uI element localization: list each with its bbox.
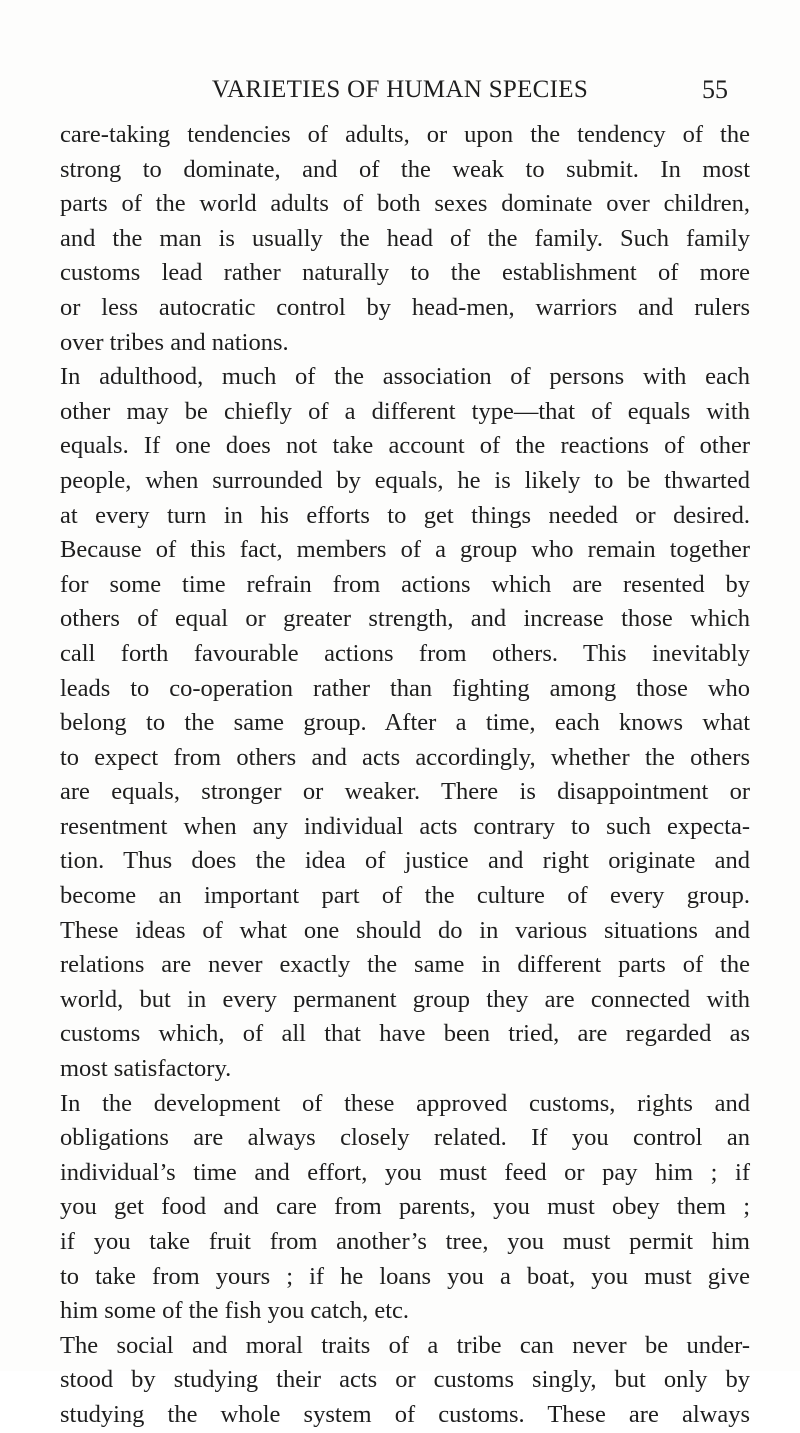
text-line: and the man is usually the head of the family. Such family — [60, 224, 750, 252]
text-line: to take from yours ; if he loans you a boat, you must give — [60, 1262, 750, 1290]
text-line: others of equal or greater strength, and increase those which — [60, 605, 750, 633]
text-line: at every turn in his efforts to get things needed or desired. — [60, 501, 750, 529]
text-line: equals. If one does not take account of the reactions of other — [60, 432, 750, 460]
paragraph — [60, 118, 750, 360]
text-line: other may be chiefly of a different type—that of equals with — [60, 397, 750, 425]
text-line: obligations are always closely related. If you control an — [60, 1124, 750, 1152]
paragraph — [60, 360, 750, 1086]
text-line: to expect from others and acts accordingly, whether the others — [60, 743, 750, 771]
text-line: for some time refrain from actions which are resented by — [60, 570, 750, 598]
text-line: become an important part of the culture of every group. — [60, 882, 750, 910]
text-line: call forth favourable actions from others. This inevitably — [60, 639, 750, 667]
text-line: most satisfactory. — [60, 1055, 232, 1083]
text-line: In adulthood, much of the association of persons with each — [60, 363, 750, 391]
text-line: if you take fruit from another’s tree, you must permit him — [60, 1228, 750, 1255]
text-line: customs which, of all that have been tried, are regarded as — [60, 1020, 750, 1048]
paragraph — [60, 1329, 750, 1433]
text-line: These ideas of what one should do in various situations and — [60, 916, 750, 944]
text-line: you get food and care from parents, you must obey them ; — [60, 1193, 750, 1221]
text-line: leads to co-operation rather than fighting among those who — [60, 674, 750, 702]
text-line: care-taking tendencies of adults, or upon the tendency of the — [60, 121, 750, 148]
text-line: world, but in every permanent group they are connected with — [60, 985, 750, 1013]
text-line: In the development of these approved customs, rights and — [60, 1089, 750, 1117]
text-line: individual’s time and effort, you must feed or pay him ; if — [60, 1158, 750, 1186]
text-line: customs lead rather naturally to the establishment of more — [60, 259, 750, 287]
text-line: resentment when any individual acts contrary to such expecta- — [60, 812, 750, 840]
text-line: studying the whole system of customs. These are always — [60, 1400, 750, 1428]
text-line: him some of the fish you catch, etc. — [60, 1297, 410, 1325]
body-text — [60, 118, 750, 1433]
text-line: tion. Thus does the idea of justice and right originate and — [60, 847, 750, 875]
paragraph — [60, 1087, 750, 1329]
text-line: relations are never exactly the same in different parts of the — [60, 951, 750, 979]
text-line: The social and moral traits of a tribe can never be under- — [60, 1331, 750, 1359]
text-line: parts of the world adults of both sexes dominate over children, — [60, 190, 750, 218]
page-number: 55 — [702, 75, 728, 104]
text-line: belong to the same group. After a time, each knows what — [60, 709, 750, 737]
text-line: over tribes and nations. — [60, 328, 289, 356]
text-line: strong to dominate, and of the weak to submit. In most — [60, 155, 750, 183]
text-line: stood by studying their acts or customs singly, but only by — [60, 1366, 750, 1394]
running-head — [0, 70, 800, 110]
text-line: are equals, stronger or weaker. There is disappointment or — [60, 778, 750, 806]
text-line: Because of this fact, members of a group who remain together — [60, 536, 750, 564]
text-line: or less autocratic control by head-men, warriors and rulers — [60, 293, 750, 321]
running-title: VARIETIES OF HUMAN SPECIES — [211, 76, 589, 103]
text-line: people, when surrounded by equals, he is likely to be thwarted — [60, 466, 750, 494]
